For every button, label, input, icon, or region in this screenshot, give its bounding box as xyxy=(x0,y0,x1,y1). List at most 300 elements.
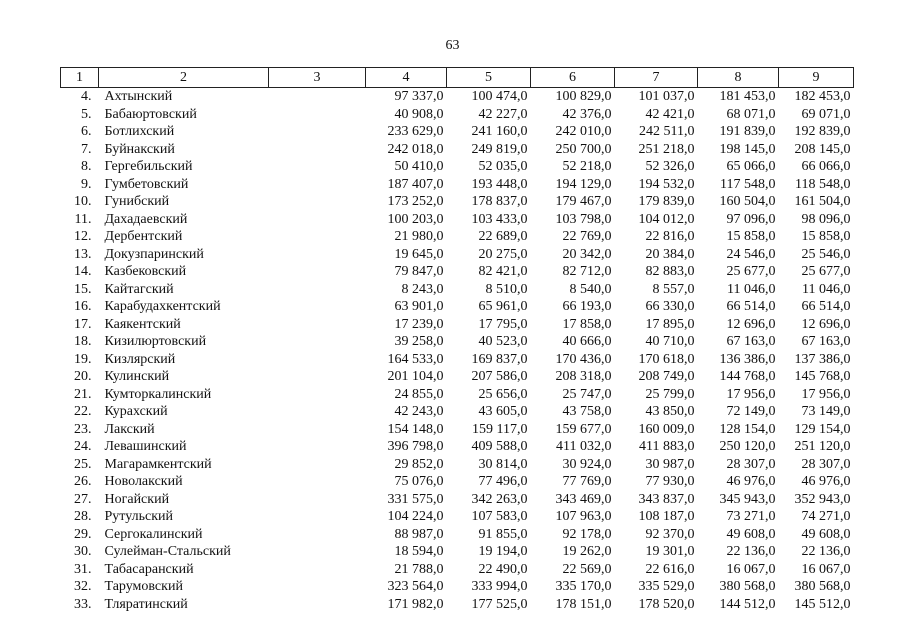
table-row xyxy=(61,438,854,456)
row-number-cell: 9. xyxy=(81,176,92,192)
value-cell: 12 696,0 xyxy=(726,316,776,332)
value-cell: 22 136,0 xyxy=(726,544,776,560)
value-cell: 25 677,0 xyxy=(801,264,851,280)
district-name-cell: Карабудахкентский xyxy=(104,299,221,315)
value-cell: 50 410,0 xyxy=(394,159,444,175)
value-cell: 30 924,0 xyxy=(562,456,612,472)
district-name-cell: Гунибский xyxy=(104,194,170,210)
value-cell: 8 243,0 xyxy=(401,281,444,297)
value-cell: 75 076,0 xyxy=(394,474,444,490)
value-cell xyxy=(269,141,366,159)
table-row xyxy=(61,193,854,211)
value-cell: 178 151,0 xyxy=(555,596,612,612)
value-cell: 66 066,0 xyxy=(801,159,851,175)
row-number-cell: 10. xyxy=(74,194,92,210)
table-row xyxy=(61,491,854,509)
value-cell: 30 987,0 xyxy=(645,456,695,472)
value-cell: 194 129,0 xyxy=(555,176,612,192)
value-cell: 40 666,0 xyxy=(562,334,612,350)
value-cell: 73 271,0 xyxy=(726,509,776,525)
value-cell: 104 012,0 xyxy=(638,211,695,227)
table-row xyxy=(61,176,854,194)
column-header-8: 8 xyxy=(698,68,779,88)
value-cell: 179 839,0 xyxy=(638,194,695,210)
value-cell: 42 421,0 xyxy=(645,106,695,122)
value-cell: 17 895,0 xyxy=(645,316,695,332)
column-header-1: 1 xyxy=(61,68,99,88)
value-cell: 30 814,0 xyxy=(478,456,528,472)
value-cell: 67 163,0 xyxy=(801,334,851,350)
value-cell xyxy=(269,526,366,544)
value-cell xyxy=(269,333,366,351)
value-cell: 39 258,0 xyxy=(394,334,444,350)
value-cell xyxy=(269,596,366,614)
district-name-cell: Ногайский xyxy=(104,491,170,507)
table-row xyxy=(61,543,854,561)
value-cell: 208 318,0 xyxy=(555,369,612,385)
district-name-cell: Кумторкалинский xyxy=(104,386,212,402)
row-number-cell: 14. xyxy=(74,264,92,280)
value-cell: 20 275,0 xyxy=(478,246,528,262)
value-cell: 160 504,0 xyxy=(719,194,776,210)
value-cell: 66 514,0 xyxy=(801,299,851,315)
value-cell: 100 829,0 xyxy=(531,88,615,106)
value-cell: 46 976,0 xyxy=(801,474,851,490)
value-cell xyxy=(269,543,366,561)
table-row xyxy=(61,141,854,159)
value-cell: 144 768,0 xyxy=(719,369,776,385)
district-name-cell: Гумбетовский xyxy=(104,176,189,192)
value-cell: 170 436,0 xyxy=(555,351,612,367)
district-name-cell: Кизилюртовский xyxy=(104,334,207,350)
table-row xyxy=(61,368,854,386)
value-cell xyxy=(269,386,366,404)
value-cell: 117 548,0 xyxy=(720,176,776,192)
value-cell: 233 629,0 xyxy=(387,124,444,140)
value-cell: 144 512,0 xyxy=(719,596,776,612)
value-cell: 17 239,0 xyxy=(394,316,444,332)
value-cell: 52 218,0 xyxy=(562,159,612,175)
table-row xyxy=(61,123,854,141)
column-header-5: 5 xyxy=(447,68,531,88)
value-cell: 19 645,0 xyxy=(394,246,444,262)
value-cell xyxy=(269,123,366,141)
value-cell: 331 575,0 xyxy=(387,491,444,507)
value-cell: 25 747,0 xyxy=(562,386,612,402)
district-name-cell: Табасаранский xyxy=(104,561,194,577)
value-cell: 19 262,0 xyxy=(562,544,612,560)
table-row xyxy=(61,88,854,106)
value-cell: 15 858,0 xyxy=(801,229,851,245)
row-number-cell: 18. xyxy=(74,334,92,350)
value-cell: 170 618,0 xyxy=(638,351,695,367)
district-name-cell: Тарумовский xyxy=(104,579,183,595)
value-cell: 25 656,0 xyxy=(478,386,528,402)
value-cell: 100 203,0 xyxy=(387,211,444,227)
district-name-cell: Сулейман-Стальский xyxy=(104,544,231,560)
value-cell: 66 330,0 xyxy=(645,299,695,315)
value-cell: 12 696,0 xyxy=(801,316,851,332)
table-row xyxy=(61,263,854,281)
district-name-cell: Сергокалинский xyxy=(104,526,203,542)
value-cell: 242 010,0 xyxy=(555,124,612,140)
value-cell: 335 529,0 xyxy=(638,579,695,595)
column-header-6: 6 xyxy=(531,68,615,88)
row-number-cell: 24. xyxy=(74,439,92,455)
value-cell: 118 548,0 xyxy=(795,176,851,192)
value-cell: 250 700,0 xyxy=(555,141,612,157)
table-row xyxy=(61,211,854,229)
value-cell: 73 149,0 xyxy=(801,404,851,420)
district-name-cell: Кизлярский xyxy=(104,351,176,367)
value-cell: 201 104,0 xyxy=(387,369,444,385)
table-row xyxy=(61,456,854,474)
value-cell: 19 301,0 xyxy=(645,544,695,560)
column-header-2: 2 xyxy=(99,68,269,88)
value-cell xyxy=(269,281,366,299)
value-cell: 181 453,0 xyxy=(698,88,779,106)
row-number-cell: 8. xyxy=(81,159,92,175)
district-name-cell: Дербентский xyxy=(104,229,183,245)
value-cell: 17 956,0 xyxy=(726,386,776,402)
value-cell: 411 883,0 xyxy=(639,439,695,455)
value-cell: 15 858,0 xyxy=(726,229,776,245)
row-number-cell: 21. xyxy=(74,386,92,402)
value-cell: 72 149,0 xyxy=(726,404,776,420)
value-cell: 178 837,0 xyxy=(471,194,528,210)
value-cell: 104 224,0 xyxy=(387,509,444,525)
value-cell: 11 046,0 xyxy=(802,281,851,297)
value-cell: 22 136,0 xyxy=(801,544,851,560)
value-cell: 17 795,0 xyxy=(478,316,528,332)
value-cell: 145 768,0 xyxy=(794,369,851,385)
row-number-cell: 30. xyxy=(74,544,92,560)
value-cell: 97 337,0 xyxy=(366,88,447,106)
value-cell: 43 850,0 xyxy=(645,404,695,420)
value-cell: 82 883,0 xyxy=(645,264,695,280)
value-cell: 68 071,0 xyxy=(726,106,776,122)
table-row xyxy=(61,281,854,299)
value-cell xyxy=(269,508,366,526)
value-cell: 66 514,0 xyxy=(726,299,776,315)
value-cell: 22 569,0 xyxy=(562,561,612,577)
value-cell: 342 263,0 xyxy=(471,491,528,507)
value-cell: 178 520,0 xyxy=(638,596,695,612)
value-cell: 25 546,0 xyxy=(801,246,851,262)
value-cell: 97 096,0 xyxy=(726,211,776,227)
value-cell: 92 370,0 xyxy=(645,526,695,542)
row-number-cell: 32. xyxy=(74,579,92,595)
value-cell: 249 819,0 xyxy=(471,141,528,157)
value-cell: 207 586,0 xyxy=(471,369,528,385)
value-cell: 250 120,0 xyxy=(719,439,776,455)
value-cell: 19 194,0 xyxy=(478,544,528,560)
district-name-cell: Казбековский xyxy=(104,264,187,280)
value-cell: 43 605,0 xyxy=(478,404,528,420)
value-cell: 46 976,0 xyxy=(726,474,776,490)
value-cell: 25 677,0 xyxy=(726,264,776,280)
value-cell xyxy=(269,438,366,456)
value-cell: 40 908,0 xyxy=(394,106,444,122)
row-number-cell: 7. xyxy=(81,141,92,157)
value-cell: 22 616,0 xyxy=(645,561,695,577)
value-cell: 173 252,0 xyxy=(387,194,444,210)
value-cell: 17 956,0 xyxy=(801,386,851,402)
value-cell: 251 120,0 xyxy=(794,439,851,455)
value-cell: 82 712,0 xyxy=(562,264,612,280)
district-name-cell: Кайтагский xyxy=(104,281,174,297)
district-name-cell: Лакский xyxy=(104,421,155,437)
value-cell: 242 511,0 xyxy=(639,124,695,140)
district-name-cell: Ахтынский xyxy=(99,88,269,106)
value-cell: 24 546,0 xyxy=(726,246,776,262)
value-cell: 159 117,0 xyxy=(472,421,528,437)
table-row xyxy=(61,158,854,176)
value-cell: 63 901,0 xyxy=(394,299,444,315)
value-cell: 65 066,0 xyxy=(726,159,776,175)
row-number-cell: 22. xyxy=(74,404,92,420)
value-cell: 187 407,0 xyxy=(387,176,444,192)
column-header-9: 9 xyxy=(779,68,854,88)
value-cell: 208 749,0 xyxy=(638,369,695,385)
value-cell: 79 847,0 xyxy=(394,264,444,280)
page-number: 63 xyxy=(445,38,460,53)
value-cell xyxy=(269,193,366,211)
district-name-cell: Буйнакский xyxy=(104,141,175,157)
value-cell: 8 510,0 xyxy=(485,281,528,297)
row-number-cell: 19. xyxy=(74,351,92,367)
district-name-cell: Ботлихский xyxy=(104,124,175,140)
value-cell: 145 512,0 xyxy=(794,596,851,612)
row-number-cell: 12. xyxy=(74,229,92,245)
value-cell xyxy=(269,421,366,439)
value-cell: 40 710,0 xyxy=(645,334,695,350)
table-row xyxy=(61,106,854,124)
value-cell: 22 490,0 xyxy=(478,561,528,577)
value-cell: 251 218,0 xyxy=(638,141,695,157)
value-cell xyxy=(269,298,366,316)
value-cell xyxy=(269,176,366,194)
table-row xyxy=(61,561,854,579)
value-cell: 49 608,0 xyxy=(726,526,776,542)
district-name-cell: Кулинский xyxy=(104,369,170,385)
value-cell: 92 178,0 xyxy=(562,526,612,542)
value-cell: 191 839,0 xyxy=(719,124,776,140)
value-cell xyxy=(269,211,366,229)
table-row xyxy=(61,333,854,351)
value-cell: 193 448,0 xyxy=(471,176,528,192)
table-row xyxy=(61,386,854,404)
column-header-3: 3 xyxy=(269,68,366,88)
row-number-cell: 28. xyxy=(74,509,92,525)
value-cell xyxy=(269,473,366,491)
value-cell: 82 421,0 xyxy=(478,264,528,280)
value-cell: 17 858,0 xyxy=(562,316,612,332)
value-cell: 107 583,0 xyxy=(471,509,528,525)
value-cell: 411 032,0 xyxy=(556,439,612,455)
value-cell xyxy=(269,456,366,474)
value-cell xyxy=(269,578,366,596)
value-cell: 352 943,0 xyxy=(794,491,851,507)
value-cell: 21 980,0 xyxy=(394,229,444,245)
value-cell: 103 433,0 xyxy=(471,211,528,227)
value-cell: 159 677,0 xyxy=(555,421,612,437)
district-name-cell: Курахский xyxy=(104,404,168,420)
value-cell xyxy=(269,491,366,509)
value-cell: 101 037,0 xyxy=(615,88,698,106)
value-cell: 177 525,0 xyxy=(471,596,528,612)
value-cell: 52 326,0 xyxy=(645,159,695,175)
value-cell: 136 386,0 xyxy=(719,351,776,367)
district-name-cell: Каякентский xyxy=(104,316,181,332)
value-cell: 154 148,0 xyxy=(387,421,444,437)
value-cell: 22 689,0 xyxy=(478,229,528,245)
district-name-cell: Новолакский xyxy=(104,474,183,490)
value-cell: 343 837,0 xyxy=(638,491,695,507)
value-cell: 77 930,0 xyxy=(645,474,695,490)
value-cell xyxy=(269,368,366,386)
row-number-cell: 33. xyxy=(74,596,92,612)
value-cell xyxy=(269,263,366,281)
value-cell xyxy=(269,351,366,369)
table-row xyxy=(61,578,854,596)
value-cell: 192 839,0 xyxy=(794,124,851,140)
value-cell: 28 307,0 xyxy=(726,456,776,472)
table-row xyxy=(61,298,854,316)
value-cell: 129 154,0 xyxy=(794,421,851,437)
table-row xyxy=(61,526,854,544)
value-cell: 161 504,0 xyxy=(794,194,851,210)
value-cell xyxy=(269,88,366,106)
value-cell: 169 837,0 xyxy=(471,351,528,367)
row-number-cell: 27. xyxy=(74,491,92,507)
value-cell: 88 987,0 xyxy=(394,526,444,542)
value-cell: 333 994,0 xyxy=(471,579,528,595)
value-cell xyxy=(269,246,366,264)
value-cell: 345 943,0 xyxy=(719,491,776,507)
value-cell: 16 067,0 xyxy=(726,561,776,577)
district-name-cell: Докузпаринский xyxy=(104,246,204,262)
district-name-cell: Тляратинский xyxy=(104,596,188,612)
value-cell: 29 852,0 xyxy=(394,456,444,472)
column-header-7: 7 xyxy=(615,68,698,88)
value-cell: 323 564,0 xyxy=(387,579,444,595)
value-cell: 42 376,0 xyxy=(562,106,612,122)
value-cell: 25 799,0 xyxy=(645,386,695,402)
value-cell: 42 227,0 xyxy=(478,106,528,122)
row-number-cell: 5. xyxy=(81,106,92,122)
value-cell: 16 067,0 xyxy=(801,561,851,577)
district-name-cell: Левашинский xyxy=(104,439,187,455)
value-cell xyxy=(269,228,366,246)
column-header-4: 4 xyxy=(366,68,447,88)
value-cell: 22 769,0 xyxy=(562,229,612,245)
value-cell: 343 469,0 xyxy=(555,491,612,507)
value-cell: 66 193,0 xyxy=(562,299,612,315)
row-number-cell: 13. xyxy=(74,246,92,262)
row-number-cell: 15. xyxy=(74,281,92,297)
value-cell: 20 384,0 xyxy=(645,246,695,262)
value-cell: 380 568,0 xyxy=(719,579,776,595)
district-name-cell: Дахадаевский xyxy=(104,211,188,227)
value-cell: 74 271,0 xyxy=(801,509,851,525)
row-number-cell: 17. xyxy=(74,316,92,332)
table-row xyxy=(61,473,854,491)
value-cell: 396 798,0 xyxy=(387,439,444,455)
table-row xyxy=(61,316,854,334)
table-row xyxy=(61,228,854,246)
value-cell: 160 009,0 xyxy=(638,421,695,437)
row-number-cell: 23. xyxy=(74,421,92,437)
value-cell: 77 496,0 xyxy=(478,474,528,490)
value-cell xyxy=(269,158,366,176)
row-number-cell: 4. xyxy=(61,88,99,106)
value-cell: 100 474,0 xyxy=(447,88,531,106)
value-cell xyxy=(269,403,366,421)
value-cell: 69 071,0 xyxy=(801,106,851,122)
row-number-cell: 16. xyxy=(74,299,92,315)
table-row xyxy=(61,403,854,421)
value-cell: 65 961,0 xyxy=(478,299,528,315)
data-table xyxy=(60,67,854,613)
row-number-cell: 11. xyxy=(74,211,92,227)
value-cell: 137 386,0 xyxy=(794,351,851,367)
row-number-cell: 31. xyxy=(74,561,92,577)
value-cell: 409 588,0 xyxy=(471,439,528,455)
value-cell: 103 798,0 xyxy=(555,211,612,227)
value-cell: 335 170,0 xyxy=(555,579,612,595)
value-cell: 380 568,0 xyxy=(794,579,851,595)
value-cell: 24 855,0 xyxy=(394,386,444,402)
table-row xyxy=(61,351,854,369)
value-cell: 107 963,0 xyxy=(555,509,612,525)
value-cell xyxy=(269,106,366,124)
value-cell: 8 540,0 xyxy=(569,281,612,297)
value-cell: 28 307,0 xyxy=(801,456,851,472)
district-name-cell: Бабаюртовский xyxy=(104,106,197,122)
value-cell: 164 533,0 xyxy=(387,351,444,367)
district-name-cell: Магарамкентский xyxy=(104,456,212,472)
table-body xyxy=(61,88,854,614)
row-number-cell: 29. xyxy=(74,526,92,542)
value-cell: 171 982,0 xyxy=(387,596,444,612)
district-name-cell: Гергебильский xyxy=(104,159,193,175)
value-cell: 42 243,0 xyxy=(394,404,444,420)
value-cell: 43 758,0 xyxy=(562,404,612,420)
value-cell: 182 453,0 xyxy=(779,88,854,106)
value-cell: 98 096,0 xyxy=(801,211,851,227)
value-cell: 20 342,0 xyxy=(562,246,612,262)
value-cell: 242 018,0 xyxy=(387,141,444,157)
value-cell: 8 557,0 xyxy=(652,281,695,297)
value-cell: 108 187,0 xyxy=(638,509,695,525)
table-row xyxy=(61,246,854,264)
district-name-cell: Рутульский xyxy=(104,509,173,525)
value-cell: 194 532,0 xyxy=(638,176,695,192)
value-cell: 11 046,0 xyxy=(727,281,776,297)
table-row xyxy=(61,596,854,614)
value-cell: 241 160,0 xyxy=(471,124,528,140)
value-cell: 67 163,0 xyxy=(726,334,776,350)
value-cell: 208 145,0 xyxy=(794,141,851,157)
table-row xyxy=(61,508,854,526)
row-number-cell: 6. xyxy=(81,124,92,140)
value-cell: 179 467,0 xyxy=(555,194,612,210)
table-header xyxy=(61,68,854,88)
value-cell: 40 523,0 xyxy=(478,334,528,350)
value-cell: 198 145,0 xyxy=(719,141,776,157)
value-cell: 21 788,0 xyxy=(394,561,444,577)
